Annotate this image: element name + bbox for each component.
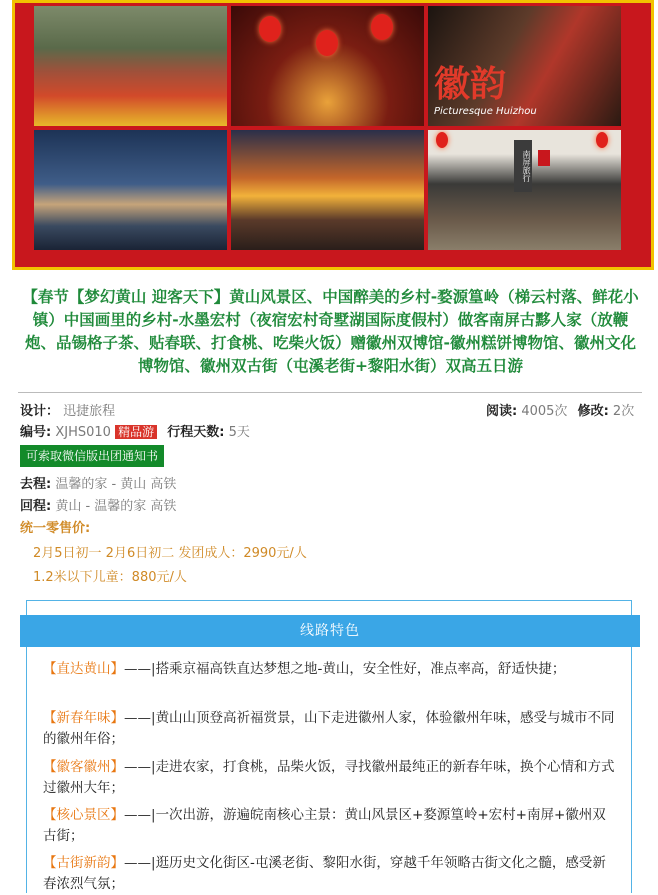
- lantern-icon: [596, 132, 608, 148]
- feature-item: [43, 805, 615, 847]
- features-heading: 线路特色: [20, 615, 640, 647]
- feature-item: [43, 708, 615, 750]
- feature-text: 搭乘京福高铁直达梦想之地-黄山，安全性好，准点率高，舒适快捷；: [155, 661, 566, 677]
- designer-label: 设计：: [20, 404, 60, 419]
- huiyun-show-poster: [428, 6, 621, 126]
- feature-sep: ——|: [124, 759, 156, 775]
- shop-sign: 南屏旅行: [514, 140, 532, 192]
- edits-label: 修改:: [577, 404, 609, 419]
- lantern-icon: [436, 132, 448, 148]
- stats-row: [486, 400, 634, 419]
- tour-title: 【春节【梦幻黄山 迎客天下】黄山风景区、中国醉美的乡村-婺源篁岭（梯云村落、鲜花小镇）中国画里的乡村-水墨宏村（夜宿宏村奇墅湖国际度假村）做客南屏古黟人家（放鞭炮、品锡格子茶、贴春联、打食桃、吃柴火饭）赠徽州双博馆-徽州糕饼博物馆、徽州文化博物馆、徽州双古街（屯溪老街+黎阳水街）双高五日游: [22, 288, 639, 375]
- wechat-notice-button[interactable]: 可索取微信版出团通知书: [20, 445, 164, 467]
- code-value: XJHS010: [55, 425, 111, 440]
- poster-logo: 徽韵: [434, 63, 507, 105]
- days-label: 行程天数:: [167, 425, 225, 440]
- nanping-village-photo: [428, 130, 621, 250]
- outbound-label: 去程:: [20, 477, 52, 492]
- quality-badge: 精品游: [115, 425, 157, 439]
- feature-key: 【徽客徽州】: [43, 759, 124, 775]
- days-value: 5天: [228, 425, 250, 440]
- feature-item: [43, 659, 615, 680]
- photo-banner: [12, 0, 654, 270]
- feature-key: 【核心景区】: [43, 807, 124, 823]
- feature-text: 走进农家，打食桃，品柴火饭，寻找徽州最纯正的新春年味，换个心情和方式过徽州大年；: [43, 759, 615, 796]
- hongcun-night-photo: [34, 130, 227, 250]
- poster-subtitle: Picturesque Huizhou: [434, 106, 537, 117]
- outbound-value: 温馨的家 - 黄山 高铁: [55, 477, 177, 492]
- feature-sep: ——|: [124, 661, 156, 677]
- designer-row: [20, 400, 115, 419]
- edits-count: 2次: [612, 404, 635, 419]
- lantern-icon: [259, 16, 281, 42]
- outbound-row: [20, 473, 176, 492]
- code-label: 编号:: [20, 425, 52, 440]
- feature-key: 【直达黄山】: [43, 661, 124, 677]
- return-value: 黄山 - 温馨的家 高铁: [55, 499, 177, 514]
- feature-key: 【新春年味】: [43, 710, 124, 726]
- feature-text: 逛历史文化街区-屯溪老街、黎阳水街，穿越千年领略古街文化之髓，感受新春浓烈气氛；: [43, 855, 606, 892]
- huangshan-sunrise-photo: [231, 130, 424, 250]
- feature-sep: ——|: [124, 855, 156, 871]
- feature-sep: ——|: [124, 710, 156, 726]
- feature-item: [43, 757, 615, 799]
- feature-sep: ——|: [124, 807, 156, 823]
- feature-text: 一次出游，游遍皖南核心主景：黄山风景区+婺源篁岭+宏村+南屏+徽州双古街；: [43, 807, 606, 844]
- lantern-icon: [371, 14, 393, 40]
- divider: [18, 392, 642, 393]
- features-card: [26, 600, 632, 893]
- code-row: [20, 421, 250, 440]
- red-lantern-street-photo: [231, 6, 424, 126]
- feature-item: [43, 853, 615, 895]
- price-label: 统一零售价:: [20, 521, 91, 536]
- village-chili-photo: [34, 6, 227, 126]
- designer-value[interactable]: 迅捷旅程: [63, 404, 116, 419]
- return-row: [20, 495, 176, 514]
- feature-key: 【古街新韵】: [43, 855, 124, 871]
- price-child: 1.2米以下儿童：880元/人: [33, 570, 187, 585]
- feature-text: 黄山山顶登高祈福赏景，山下走进徽州人家，体验徽州年味，感受与城市不同的徽州年俗；: [43, 710, 615, 747]
- lantern-icon: [316, 30, 338, 56]
- views-label: 阅读:: [486, 404, 518, 419]
- views-count: 4005次: [521, 404, 568, 419]
- price-adult: 2月5日初一 2月6日初二 发团成人：2990元/人: [33, 546, 307, 561]
- seal-mark: [538, 150, 550, 166]
- return-label: 回程:: [20, 499, 52, 514]
